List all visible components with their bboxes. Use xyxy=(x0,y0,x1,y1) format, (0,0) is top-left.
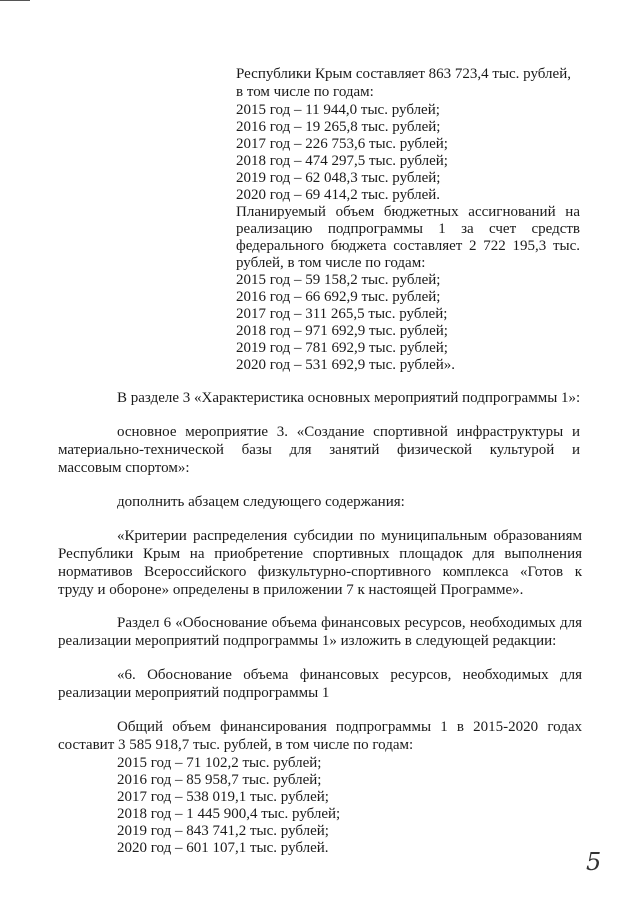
federal-text-line: реализацию подпрограммы 1 за счет средств xyxy=(236,221,580,237)
event3-line: массовым спортом»: xyxy=(58,460,190,476)
criteria-line: нормативов Всероссийского физкультурно-спортивного комплекса «Готов к xyxy=(58,564,582,580)
year-line: 2018 год – 474 297,5 тыс. рублей; xyxy=(236,153,448,169)
budget-text-line: Республики Крым составляет 863 723,4 тыс. рублей, xyxy=(236,66,571,82)
section6-line: Раздел 6 «Обоснование объема финансовых ресурсов, необходимых для xyxy=(117,615,582,631)
supplement-paragraph: дополнить абзацем следующего содержания: xyxy=(117,494,405,510)
federal-text-line: федерального бюджета составляет 2 722 195,3 тыс. xyxy=(236,238,580,254)
budget-text-line: в том числе по годам: xyxy=(236,84,374,100)
year-line: 2016 год – 85 958,7 тыс. рублей; xyxy=(117,772,322,788)
heading6-line: реализации мероприятий подпрограммы 1 xyxy=(58,685,330,701)
criteria-line: труду и обороне» определены в приложении 7 к настоящей Программе». xyxy=(58,582,524,598)
page-number: 5 xyxy=(586,848,602,876)
criteria-line: «Критерии распределения субсидии по муниципальным образованиям xyxy=(117,528,582,544)
year-line: 2020 год – 531 692,9 тыс. рублей». xyxy=(236,357,456,373)
federal-text-line: рублей, в том числе по годам: xyxy=(236,255,426,271)
year-line: 2015 год – 59 158,2 тыс. рублей; xyxy=(236,272,441,288)
heading6-line: «6. Обоснование объема финансовых ресурсов, необходимых для xyxy=(117,667,582,683)
total-line: составит 3 585 918,7 тыс. рублей, в том числе по годам: xyxy=(58,737,414,753)
year-line: 2016 год – 66 692,9 тыс. рублей; xyxy=(236,289,441,305)
year-line: 2015 год – 11 944,0 тыс. рублей; xyxy=(236,102,440,118)
total-line: Общий объем финансирования подпрограммы 1 в 2015-2020 годах xyxy=(117,719,582,735)
year-line: 2018 год – 1 445 900,4 тыс. рублей; xyxy=(117,806,341,822)
year-line: 2015 год – 71 102,2 тыс. рублей; xyxy=(117,755,322,771)
year-line: 2016 год – 19 265,8 тыс. рублей; xyxy=(236,119,441,135)
year-line: 2019 год – 781 692,9 тыс. рублей; xyxy=(236,340,448,356)
year-line: 2019 год – 843 741,2 тыс. рублей; xyxy=(117,823,329,839)
corner-mark xyxy=(0,0,30,1)
year-line: 2017 год – 311 265,5 тыс. рублей; xyxy=(236,306,448,322)
section6-line: реализации мероприятий подпрограммы 1» изложить в следующей редакции: xyxy=(58,633,557,649)
event3-line: материально-технической базы для занятий физической культурой и xyxy=(58,442,580,458)
year-line: 2020 год – 601 107,1 тыс. рублей. xyxy=(117,840,329,856)
year-line: 2017 год – 538 019,1 тыс. рублей; xyxy=(117,789,329,805)
section3-paragraph: В разделе 3 «Характеристика основных мероприятий подпрограммы 1»: xyxy=(117,390,581,406)
year-line: 2020 год – 69 414,2 тыс. рублей. xyxy=(236,187,441,203)
federal-text-line: Планируемый объем бюджетных ассигнований на xyxy=(236,204,580,220)
year-line: 2019 год – 62 048,3 тыс. рублей; xyxy=(236,170,441,186)
year-line: 2018 год – 971 692,9 тыс. рублей; xyxy=(236,323,448,339)
year-line: 2017 год – 226 753,6 тыс. рублей; xyxy=(236,136,448,152)
event3-line: основное мероприятие 3. «Создание спортивной инфраструктуры и xyxy=(117,424,580,440)
criteria-line: Республики Крым на приобретение спортивных площадок для выполнения xyxy=(58,546,582,562)
